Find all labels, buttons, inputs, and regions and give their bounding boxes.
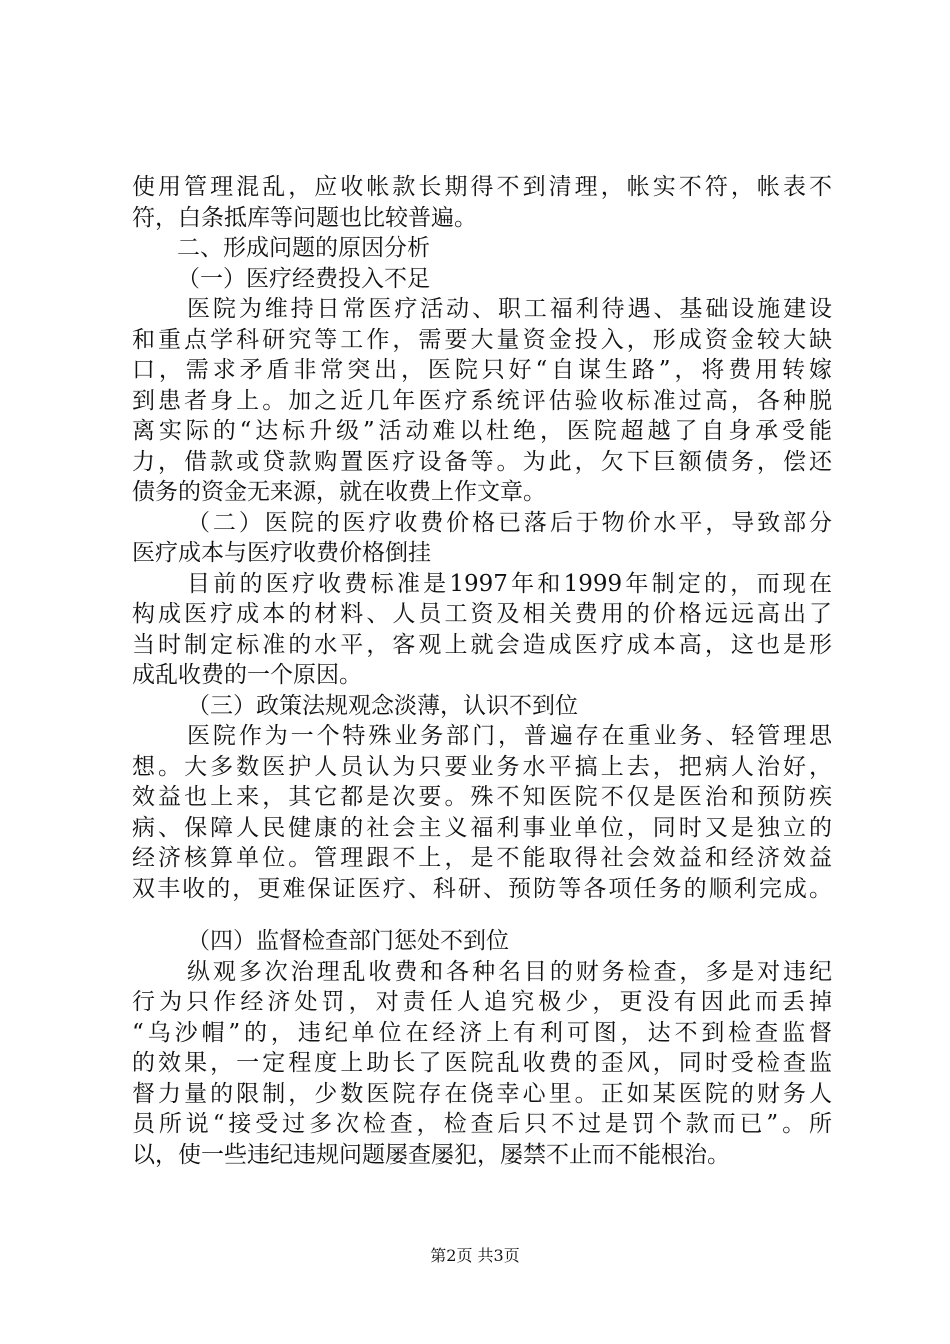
body-line: 到患者身上。加之近几年医疗系统评估验收标准过高，各种脱 xyxy=(132,387,832,414)
body-line: 成乱收费的一个原因。 xyxy=(132,662,362,688)
body-line: 以，使一些违纪违规问题屡查屡犯，屡禁不止而不能根治。 xyxy=(132,1141,730,1168)
subsection-heading: （三）政策法规观念淡薄，认识不到位 xyxy=(187,692,578,719)
body-line: 债务的资金无来源，就在收费上作文章。 xyxy=(132,479,546,505)
page-number-footer: 第2页 共3页 xyxy=(430,1246,520,1265)
body-line: 的效果，一定程度上助长了医院乱收费的歪风，同时受检查监 xyxy=(132,1050,832,1076)
document-body xyxy=(132,172,832,1170)
body-line: 行为只作经济处罚，对责任人追究极少，更没有因此而丢掉 xyxy=(132,989,832,1015)
body-line: 口，需求矛盾非常突出，医院只好“自谋生路”，将费用转嫁 xyxy=(132,357,832,383)
body-line: 目前的医疗收费标准是1997年和1999年制定的，而现在 xyxy=(187,570,832,597)
body-line: 效益也上来，其它都是次要。殊不知医院不仅是医治和预防疾 xyxy=(132,784,832,810)
body-line: 离实际的“达标升级”活动难以杜绝，医院超越了自身承受能 xyxy=(132,418,832,444)
section-heading: 二、形成问题的原因分析 xyxy=(177,235,430,261)
body-line: 纵观多次治理乱收费和各种名目的财务检查，多是对违纪 xyxy=(187,958,832,985)
body-line: 医院为维持日常医疗活动、职工福利待遇、基础设施建设 xyxy=(187,296,832,322)
paragraph-gap xyxy=(132,904,832,926)
body-line: 医院作为一个特殊业务部门，普遍存在重业务、轻管理思 xyxy=(187,723,832,749)
subsection-heading: （四）监督检查部门惩处不到位 xyxy=(187,928,509,954)
subsection-heading: 医疗成本与医疗收费价格倒挂 xyxy=(132,540,431,566)
body-line: 当时制定标准的水平，客观上就会造成医疗成本高，这也是形 xyxy=(132,631,832,658)
subsection-heading: （一）医疗经费投入不足 xyxy=(177,265,430,292)
body-line: 力，借款或贷款购置医疗设备等。为此，欠下巨额债务，偿还 xyxy=(132,448,832,475)
body-line: 督力量的限制，少数医院存在侥幸心里。正如某医院的财务人 xyxy=(132,1080,832,1107)
body-line: 病、保障人民健康的社会主义福利事业单位，同时又是独立的 xyxy=(132,814,832,841)
body-line: 构成医疗成本的材料、人员工资及相关费用的价格远远高出了 xyxy=(132,601,832,627)
body-line: “乌沙帽”的，违纪单位在经济上有利可图，达不到检查监督 xyxy=(132,1019,832,1046)
body-line: 和重点学科研究等工作，需要大量资金投入，形成资金较大缺 xyxy=(132,326,832,353)
subsection-heading: （二）医院的医疗收费价格已落后于物价水平，导致部分 xyxy=(187,509,832,536)
body-line: 经济核算单位。管理跟不上，是不能取得社会效益和经济效益 xyxy=(132,845,832,871)
body-line: 员所说“接受过多次检查，检查后只不过是罚个款而已”。所 xyxy=(132,1111,832,1137)
body-line: 想。大多数医护人员认为只要业务水平搞上去，把病人治好， xyxy=(132,753,832,780)
body-line: 符，白条抵库等问题也比较普遍。 xyxy=(132,204,477,231)
body-line: 使用管理混乱，应收帐款长期得不到清理，帐实不符，帐表不 xyxy=(132,174,832,200)
body-line: 双丰收的，更难保证医疗、科研、预防等各项任务的顺利完成。 xyxy=(132,875,832,902)
